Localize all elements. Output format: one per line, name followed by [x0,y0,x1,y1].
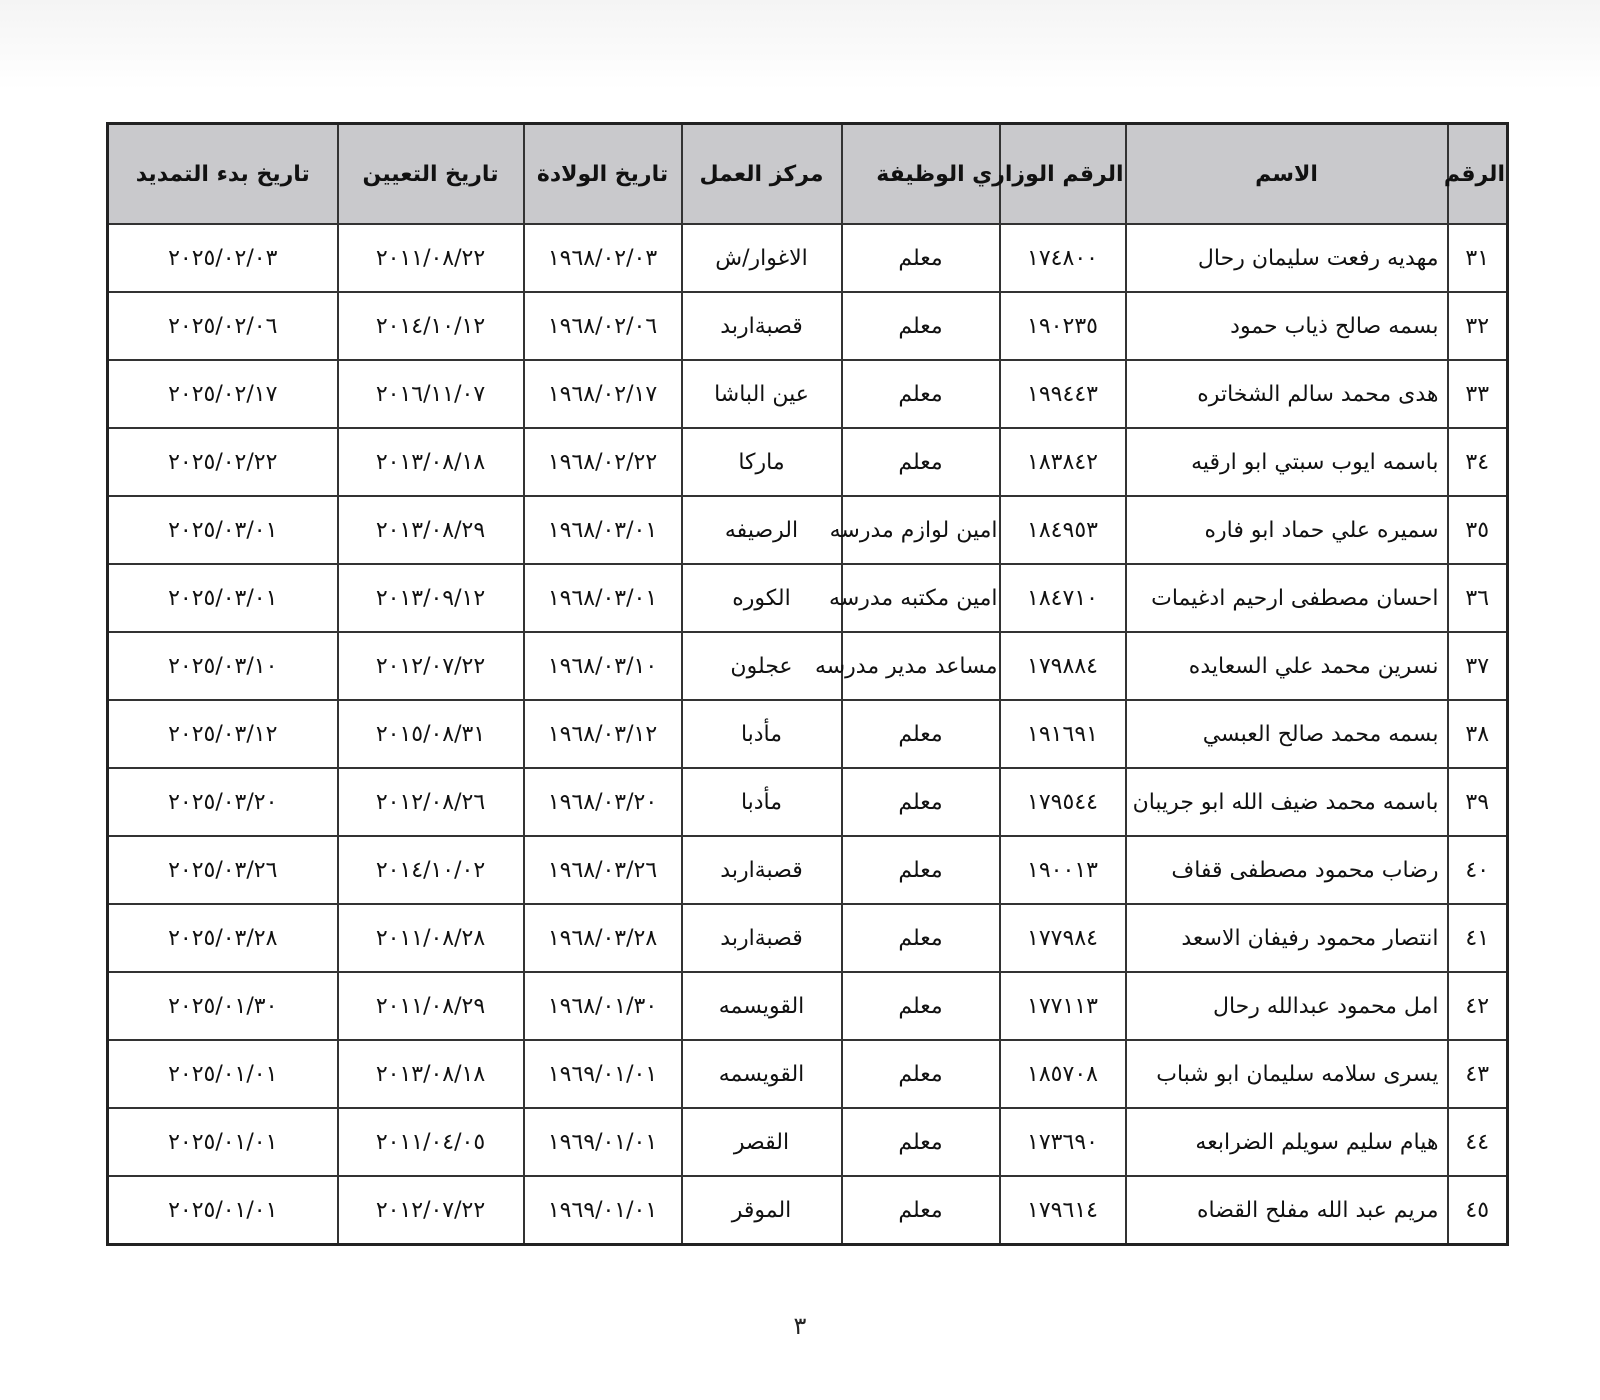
cell-extension-date: ٢٠٢٥/٠٣/٠١ [108,496,338,564]
table-row [108,1040,1508,1108]
cell-extension-date: ٢٠٢٥/٠٣/١٠ [108,632,338,700]
table-row [108,972,1508,1040]
cell-appointment-date: ٢٠١١/٠٤/٠٥ [338,1108,524,1176]
cell-name: بسمه محمد صالح العبسي [1126,700,1448,768]
cell-name: احسان مصطفى ارحيم ادغيمات [1126,564,1448,632]
cell-ministry-id: ١٩١٦٩١ [1000,700,1126,768]
cell-name: هيام سليم سويلم الضرابعه [1126,1108,1448,1176]
cell-num: ٣٤ [1448,428,1508,496]
cell-job: معلم [842,224,1000,292]
cell-appointment-date: ٢٠١٣/٠٩/١٢ [338,564,524,632]
cell-workplace: ماركا [682,428,842,496]
cell-appointment-date: ٢٠١١/٠٨/٢٢ [338,224,524,292]
cell-extension-date: ٢٠٢٥/٠٢/٠٦ [108,292,338,360]
cell-ministry-id: ١٩٠٠١٣ [1000,836,1126,904]
header-name: الاسم [1126,124,1448,225]
cell-ministry-id: ١٨٥٧٠٨ [1000,1040,1126,1108]
table-header-row [108,124,1508,225]
cell-appointment-date: ٢٠١٦/١١/٠٧ [338,360,524,428]
cell-ministry-id: ١٧٩٨٨٤ [1000,632,1126,700]
cell-ministry-id: ١٧٩٥٤٤ [1000,768,1126,836]
cell-name: انتصار محمود رفيفان الاسعد [1126,904,1448,972]
cell-name: مريم عبد الله مفلح القضاه [1126,1176,1448,1245]
cell-birth-date: ١٩٦٨/٠٣/٠١ [524,564,682,632]
cell-birth-date: ١٩٦٨/٠٢/٢٢ [524,428,682,496]
cell-name: باسمه ايوب سبتي ابو ارقيه [1126,428,1448,496]
header-num: الرقم [1448,124,1508,225]
header-birth-date: تاريخ الولادة [524,124,682,225]
cell-workplace: عجلون [682,632,842,700]
cell-appointment-date: ٢٠١١/٠٨/٢٨ [338,904,524,972]
cell-birth-date: ١٩٦٨/٠٣/١٢ [524,700,682,768]
cell-ministry-id: ١٧٣٦٩٠ [1000,1108,1126,1176]
cell-ministry-id: ١٧٧١١٣ [1000,972,1126,1040]
cell-appointment-date: ٢٠١٢/٠٧/٢٢ [338,1176,524,1245]
cell-extension-date: ٢٠٢٥/٠٣/١٢ [108,700,338,768]
cell-ministry-id: ١٩٠٢٣٥ [1000,292,1126,360]
table-row [108,1176,1508,1245]
cell-job: معلم [842,1108,1000,1176]
table-row [108,836,1508,904]
table-row [108,700,1508,768]
cell-birth-date: ١٩٦٩/٠١/٠١ [524,1176,682,1245]
cell-appointment-date: ٢٠١٤/١٠/١٢ [338,292,524,360]
cell-workplace: مأدبا [682,700,842,768]
cell-name: مهديه رفعت سليمان رحال [1126,224,1448,292]
cell-birth-date: ١٩٦٨/٠٢/٠٦ [524,292,682,360]
cell-num: ٣١ [1448,224,1508,292]
cell-num: ٣٣ [1448,360,1508,428]
cell-job: معلم [842,292,1000,360]
cell-name: رضاب محمود مصطفى قفاف [1126,836,1448,904]
cell-birth-date: ١٩٦٩/٠١/٠١ [524,1040,682,1108]
cell-workplace: قصبةاربد [682,904,842,972]
cell-appointment-date: ٢٠١٣/٠٨/١٨ [338,1040,524,1108]
cell-name: يسرى سلامه سليمان ابو شباب [1126,1040,1448,1108]
cell-extension-date: ٢٠٢٥/٠٣/٢٨ [108,904,338,972]
cell-job: مساعد مدير مدرسه [842,632,1000,700]
cell-appointment-date: ٢٠١١/٠٨/٢٩ [338,972,524,1040]
cell-num: ٣٢ [1448,292,1508,360]
cell-extension-date: ٢٠٢٥/٠١/٠١ [108,1108,338,1176]
cell-extension-date: ٢٠٢٥/٠٢/٢٢ [108,428,338,496]
cell-birth-date: ١٩٦٨/٠٣/١٠ [524,632,682,700]
cell-birth-date: ١٩٦٨/٠٢/٠٣ [524,224,682,292]
cell-extension-date: ٢٠٢٥/٠١/٠١ [108,1176,338,1245]
cell-birth-date: ١٩٦٨/٠٣/٠١ [524,496,682,564]
cell-extension-date: ٢٠٢٥/٠١/٣٠ [108,972,338,1040]
cell-appointment-date: ٢٠١٢/٠٧/٢٢ [338,632,524,700]
cell-num: ٣٦ [1448,564,1508,632]
cell-workplace: الرصيفه [682,496,842,564]
cell-extension-date: ٢٠٢٥/٠١/٠١ [108,1040,338,1108]
cell-job: معلم [842,1040,1000,1108]
header-appointment-date: تاريخ التعيين [338,124,524,225]
cell-extension-date: ٢٠٢٥/٠٣/٢٠ [108,768,338,836]
cell-num: ٤٥ [1448,1176,1508,1245]
cell-num: ٤٤ [1448,1108,1508,1176]
table-row [108,292,1508,360]
table-row [108,768,1508,836]
cell-appointment-date: ٢٠١٢/٠٨/٢٦ [338,768,524,836]
cell-workplace: القويسمه [682,1040,842,1108]
cell-name: نسرين محمد علي السعايده [1126,632,1448,700]
table-row [108,224,1508,292]
cell-name: هدى محمد سالم الشخاتره [1126,360,1448,428]
cell-ministry-id: ١٨٤٩٥٣ [1000,496,1126,564]
cell-workplace: عين الباشا [682,360,842,428]
cell-workplace: مأدبا [682,768,842,836]
cell-workplace: قصبةاربد [682,292,842,360]
cell-name: سميره علي حماد ابو فاره [1126,496,1448,564]
header-workplace: مركز العمل [682,124,842,225]
table-row [108,496,1508,564]
cell-job: معلم [842,904,1000,972]
cell-job: معلم [842,428,1000,496]
cell-birth-date: ١٩٦٨/٠٣/٢٠ [524,768,682,836]
cell-birth-date: ١٩٦٨/٠٣/٢٦ [524,836,682,904]
cell-birth-date: ١٩٦٨/٠٢/١٧ [524,360,682,428]
cell-num: ٣٨ [1448,700,1508,768]
cell-job: معلم [842,836,1000,904]
cell-num: ٤٢ [1448,972,1508,1040]
cell-birth-date: ١٩٦٨/٠١/٣٠ [524,972,682,1040]
cell-num: ٣٧ [1448,632,1508,700]
cell-ministry-id: ١٧٩٦١٤ [1000,1176,1126,1245]
cell-workplace: القويسمه [682,972,842,1040]
cell-appointment-date: ٢٠١٣/٠٨/٢٩ [338,496,524,564]
cell-extension-date: ٢٠٢٥/٠٢/١٧ [108,360,338,428]
table-body [108,224,1508,1245]
cell-job: امين لوازم مدرسه [842,496,1000,564]
header-job: الوظيفة [842,124,1000,225]
header-extension-date: تاريخ بدء التمديد [108,124,338,225]
cell-job: معلم [842,700,1000,768]
cell-workplace: القصر [682,1108,842,1176]
cell-birth-date: ١٩٦٩/٠١/٠١ [524,1108,682,1176]
cell-workplace: الكوره [682,564,842,632]
employee-extension-table [106,122,1509,1246]
cell-num: ٤٣ [1448,1040,1508,1108]
cell-workplace: قصبةاربد [682,836,842,904]
table-row [108,1108,1508,1176]
cell-ministry-id: ١٧٤٨٠٠ [1000,224,1126,292]
table-row [108,632,1508,700]
cell-extension-date: ٢٠٢٥/٠٣/٢٦ [108,836,338,904]
cell-num: ٤٠ [1448,836,1508,904]
table-row [108,360,1508,428]
cell-num: ٣٥ [1448,496,1508,564]
cell-ministry-id: ١٧٧٩٨٤ [1000,904,1126,972]
cell-num: ٤١ [1448,904,1508,972]
cell-num: ٣٩ [1448,768,1508,836]
header-ministry-id: الرقم الوزاري [1000,124,1126,225]
page-number: ٣ [793,1312,807,1340]
cell-name: باسمه محمد ضيف الله ابو جريبان [1126,768,1448,836]
cell-job: معلم [842,1176,1000,1245]
cell-job: امين مكتبه مدرسه [842,564,1000,632]
cell-extension-date: ٢٠٢٥/٠٣/٠١ [108,564,338,632]
cell-workplace: الموقر [682,1176,842,1245]
cell-extension-date: ٢٠٢٥/٠٢/٠٣ [108,224,338,292]
cell-job: معلم [842,360,1000,428]
cell-name: بسمه صالح ذياب حمود [1126,292,1448,360]
table-row [108,428,1508,496]
table-row [108,904,1508,972]
cell-ministry-id: ١٨٣٨٤٢ [1000,428,1126,496]
cell-appointment-date: ٢٠١٣/٠٨/١٨ [338,428,524,496]
cell-ministry-id: ١٨٤٧١٠ [1000,564,1126,632]
cell-name: امل محمود عبدالله رحال [1126,972,1448,1040]
cell-job: معلم [842,768,1000,836]
cell-appointment-date: ٢٠١٥/٠٨/٣١ [338,700,524,768]
cell-job: معلم [842,972,1000,1040]
table-row [108,564,1508,632]
cell-workplace: الاغوار/ش [682,224,842,292]
cell-ministry-id: ١٩٩٤٤٣ [1000,360,1126,428]
cell-birth-date: ١٩٦٨/٠٣/٢٨ [524,904,682,972]
cell-appointment-date: ٢٠١٤/١٠/٠٢ [338,836,524,904]
